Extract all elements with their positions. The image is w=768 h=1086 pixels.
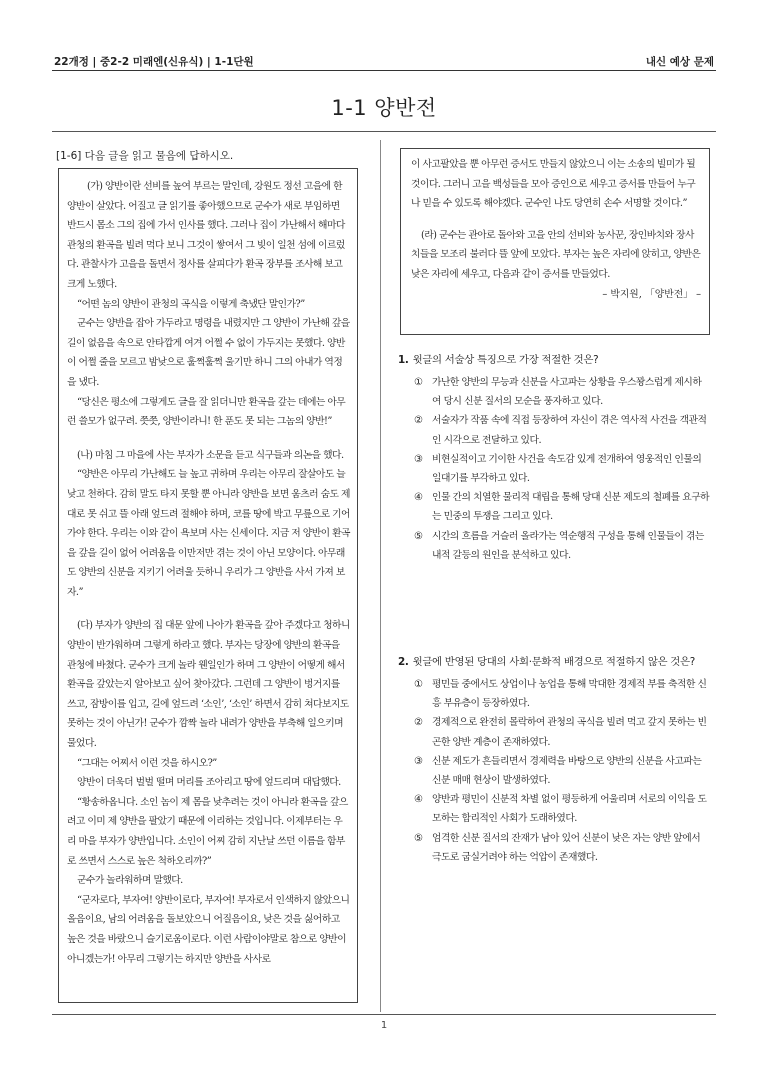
passage-box-right	[400, 148, 710, 335]
option-marker: ③	[414, 453, 423, 465]
passage-paragraph: 군수가 놀라워하며 말했다.	[77, 875, 183, 887]
footer-rule	[52, 1014, 716, 1015]
answer-option[interactable]	[398, 829, 716, 867]
option-text: 시간의 흐름을 거슬러 올라가는 역순행적 구성을 통해 인물들이 겪는 내적 갈등의 원인을 분석하고 있다.	[432, 530, 704, 561]
option-marker: ②	[414, 717, 423, 729]
answer-option[interactable]	[398, 373, 716, 411]
answer-option[interactable]	[398, 790, 716, 828]
question-number: 1.	[398, 354, 409, 366]
passage-paragraph: 양반이 더욱더 벌벌 떨며 머리를 조아리고 땅에 엎드리며 대답했다.	[77, 777, 341, 789]
option-text: 평민들 중에서도 상업이나 농업을 통해 막대한 경제적 부를 축적한 신흥 부유층이 등장하였다.	[432, 679, 707, 710]
option-marker: ②	[414, 415, 423, 427]
option-text: 엄격한 신분 질서의 잔재가 남아 있어 신분이 낮은 자는 양반 앞에서 극도로 굽실거려야 하는 억압이 존재했다.	[432, 832, 701, 863]
passage-box-left	[58, 168, 358, 1003]
option-marker: ⑤	[414, 530, 423, 542]
passage-paragraph: (나) 마침 그 마을에 사는 부자가 소문을 듣고 식구들과 의논을 했다.	[77, 449, 344, 461]
option-marker: ①	[414, 679, 423, 690]
header-rule	[52, 70, 716, 71]
title-rule	[52, 131, 716, 132]
option-marker: ④	[414, 492, 423, 504]
option-text: 신분 제도가 흔들리면서 경제력을 바탕으로 양반의 신분을 사고파는 신분 매매 현상이 발생하였다.	[432, 755, 702, 787]
passage-paragraph: “그대는 어찌서 이런 것을 하시오?”	[77, 757, 217, 769]
page-header	[52, 52, 716, 72]
header-exam-label: 내신 예상 문제	[645, 56, 714, 68]
passage-paragraph: (다) 부자가 양반의 집 대문 앞에 나아가 환곡을 갚아 주겠다고 청하니 양반이 반가워하며 그렇게 하라고 했다. 부자는 당장에 양반의 환곡을 관청에 바쳤다. 군수가 크게 놀라 웬일인가 하며 그 양반이 어떻게 해서 환곡을 갚았는지 알아보고 싶어 찾아갔다. 그런데 그 양반이 벙거지를 쓰고, 잠방이를 입고, 길에 엎드려 ‘소인’, ‘소인’ 하면서 감히 쳐다보지도 못하는 것이 아닌가! 군수가 깜짝 놀라 내려가 양반을 부축해 일으키며 물었다.	[67, 620, 350, 750]
answer-option[interactable]	[398, 752, 716, 790]
option-marker: ③	[414, 755, 423, 767]
question-1	[398, 350, 716, 565]
option-marker: ⑤	[414, 832, 423, 844]
answer-option[interactable]	[398, 527, 716, 565]
question-text: 윗글에 반영된 당대의 사회·문화적 배경으로 적절하지 않은 것은?	[412, 656, 695, 668]
option-text: 경제적으로 완전히 몰락하여 관청의 곡식을 빌려 먹고 갚지 못하는 빈곤한 양반 계층이 존재하였다.	[432, 717, 707, 748]
option-text: 가난한 양반의 무능과 신분을 사고파는 상황을 우스꽝스럽게 제시하여 당시 신분 질서의 모순을 풍자하고 있다.	[432, 377, 702, 408]
question-2	[398, 652, 716, 867]
passage-paragraph: (가) 양반이란 선비를 높여 부르는 말인데, 강원도 정선 고을에 한 양반이 살았다. 어질고 글 읽기를 좋아했으므로 군수가 새로 부임하면 반드시 몸소 그의 집에 가서 인사를 했다. 그러나 집이 가난해서 해마다 관청의 환곡을 빌려 먹다 보니 그것이 쌓여서 그 빚이 일천 섬에 이르렀다. 관찰사가 고을을 돌면서 정사를 살피다가 환곡 장부를 조사해 보고 크게 노했다.	[67, 181, 345, 290]
page-title: 1-1 양반전	[331, 96, 437, 120]
question-text: 윗글의 서술상 특징으로 가장 적절한 것은?	[412, 354, 599, 366]
header-course-info: 22개정 | 중2-2 미래엔(신유식) | 1-1단원	[54, 56, 254, 68]
passage-paragraph: “어떤 놈의 양반이 관청의 곡식을 이렇게 축냈단 말인가?”	[77, 298, 305, 310]
question-stem	[398, 652, 716, 672]
passage-source: – 박지원, 「양반전」 –	[602, 288, 701, 300]
answer-options	[398, 373, 716, 565]
option-marker: ④	[414, 794, 423, 806]
passage-paragraph: “황송하옵니다. 소인 놈이 제 몸을 낮추려는 것이 아니라 환곡을 갚으려고 이미 제 양반을 팔았기 때문에 이리하는 것입니다. 이제부터는 우리 마을 부자가 양반입니다. 소인이 어찌 감히 지난날 쓰던 이름을 함부로 쓰면서 스스로 높은 척하오리까?”	[67, 796, 348, 867]
answer-option[interactable]	[398, 450, 716, 488]
option-text: 서술자가 작품 속에 직접 등장하여 자신이 겪은 역사적 사건을 객관적인 시각으로 전달하고 있다.	[432, 415, 707, 446]
question-instruction: [1-6] 다음 글을 읽고 물음에 답하시오.	[56, 150, 234, 162]
passage-paragraph: (라) 군수는 관아로 돌아와 고을 안의 선비와 농사꾼, 장인바치와 장사치들을 모조리 불러다 뜰 앞에 모았다. 부자는 높은 자리에 앉히고, 양반은 낮은 자리에 세우고, 다음과 같이 증서를 만들었다.	[411, 229, 701, 280]
option-marker: ①	[414, 377, 423, 388]
passage-paragraph: “양반은 아무리 가난해도 늘 높고 귀하며 우리는 아무리 잘살아도 늘 낮고 천하다. 감히 말도 타지 못할 뿐 아니라 양반을 보면 움츠러 숨도 제대로 못 쉬고 뜰 아래 엎드려 절해야 하며, 코를 땅에 박고 무릎으로 기어가야 한다. 우리는 이와 같이 욕보며 사는 신세이다. 지금 저 양반이 환곡을 갚을 길이 없어 어려움을 이만저만 겪는 것이 아닌 모양이다. 아무래도 양반의 신분을 지키기 어려울 듯하니 우리가 그 양반을 사서 가져 보자.”	[67, 469, 350, 598]
answer-option[interactable]	[398, 411, 716, 449]
option-text: 비현실적이고 기이한 사건을 속도감 있게 전개하여 영웅적인 인물의 일대기를 부각하고 있다.	[432, 453, 702, 485]
answer-options	[398, 675, 716, 867]
answer-option[interactable]	[398, 488, 716, 526]
page-number: 1	[380, 1020, 388, 1031]
passage-paragraph: 군수는 양반을 잡아 가두라고 명령을 내렸지만 그 양반이 가난해 갚을 길이 없음을 속으로 안타깝게 여겨 어쩔 수 없이 가두지는 못했다. 양반이 어쩔 줄을 모르고 밤낮으로 훌쩍훌쩍 울기만 하니 그의 아내가 역정을 냈다.	[67, 318, 350, 388]
option-text: 인물 간의 치열한 물리적 대립을 통해 당대 신분 제도의 철폐를 요구하는 민중의 투쟁을 그리고 있다.	[432, 492, 710, 523]
question-stem	[398, 350, 716, 370]
passage-paragraph: “군자로다, 부자여! 양반이로다, 부자여! 부자로서 인색하지 않았으니 올음이요, 남의 어려움을 돌보았으니 어질음이요, 낮은 것을 싫어하고 높은 것을 바랐으니 슬기로움이로다. 이런 사람이야말로 참으로 양반이 아니겠는가! 아무리 그렇기는 하지만 양반을 사사로	[67, 894, 350, 965]
option-text: 양반과 평민이 신분적 차별 없이 평등하게 어울리며 서로의 이익을 도모하는 합리적인 사회가 도래하였다.	[432, 794, 707, 825]
answer-option[interactable]	[398, 713, 716, 751]
passage-paragraph: 이 사고팔았을 뿐 아무런 증서도 만들지 않았으니 이는 소송의 빌미가 될 것이다. 그러니 고을 백성들을 모아 증인으로 세우고 증서를 만들어 누구나 믿을 수 있도록 해야겠다. 군수인 나도 당연히 손수 서명할 것이다.”	[411, 159, 696, 210]
passage-paragraph: “당신은 평소에 그렇게도 글을 잘 읽더니만 환곡을 갚는 데에는 아무런 쓸모가 없구려. 쯧쯧, 양반이라니! 한 푼도 못 되는 그놈의 양반!”	[67, 396, 346, 428]
column-divider	[380, 140, 381, 1012]
answer-option[interactable]	[398, 675, 716, 713]
question-number: 2.	[398, 656, 409, 668]
